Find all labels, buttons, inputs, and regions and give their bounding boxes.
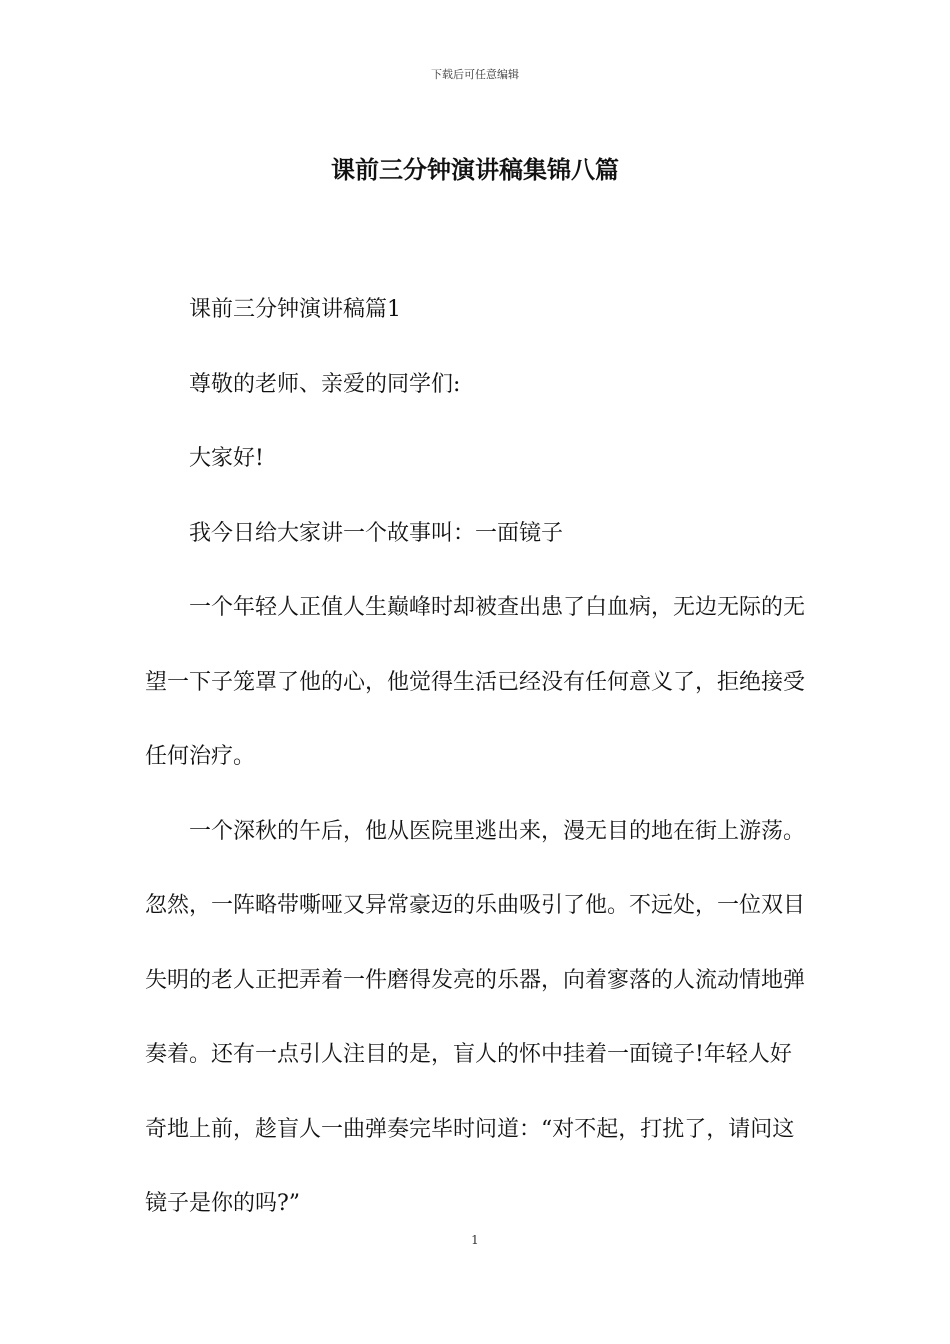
- document-title: 课前三分钟演讲稿集锦八篇: [331, 155, 619, 184]
- section-heading: 课前三分钟演讲稿篇1: [189, 297, 401, 322]
- body-paragraph: 一个年轻人正值人生巅峰时却被查出患了白血病，无边无际的无望一下子笼罩了他的心，他觉得生活已经没有任何意义了，拒绝接受任何治疗。: [145, 595, 806, 769]
- page-number: 1: [471, 1233, 479, 1247]
- document-body: [145, 273, 810, 1242]
- greeting: 大家好!: [189, 446, 264, 471]
- page-header-note: 下载后可任意编辑: [431, 68, 519, 81]
- salutation: 尊敬的老师、亲爱的同学们:: [189, 371, 461, 397]
- intro-paragraph: 我今日给大家讲一个故事叫：一面镜子: [189, 520, 564, 546]
- body-paragraph: 一个深秋的午后，他从医院里逃出来，漫无目的地在街上游荡。忽然，一阵略带嘶哑又异常豪迈的乐曲吸引了他。不远处，一位双目失明的老人正把弄着一件磨得发亮的乐器，向着寥落的人流动情地弹奏着。还有一点引人注目的是，盲人的怀中挂着一面镜子!年轻人好奇地上前，趁盲人一曲弹奏完毕时问道：“对不起，打扰了，请问这镜子是你的吗?”: [145, 818, 806, 1216]
